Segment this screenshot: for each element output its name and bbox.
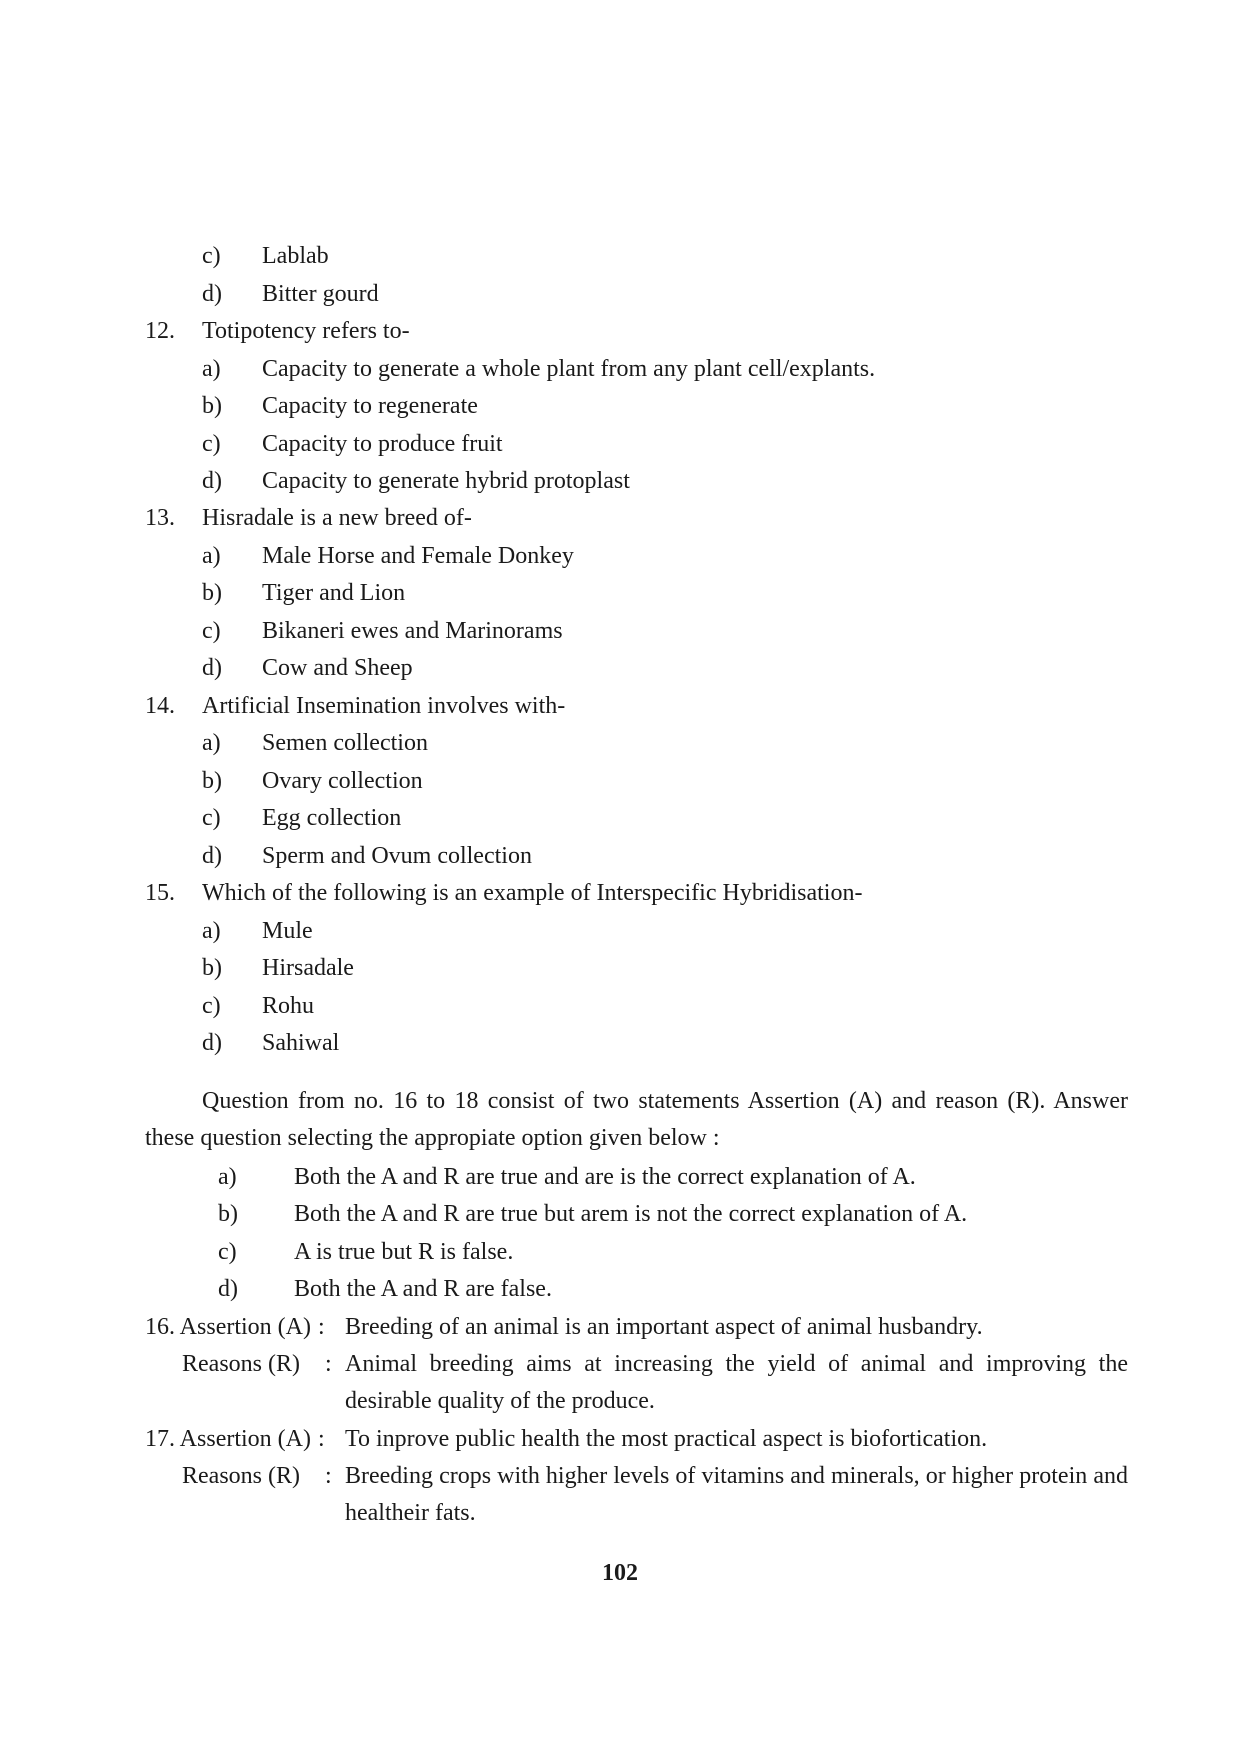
option-text: Capacity to generate a whole plant from any plant cell/explants. — [262, 356, 876, 382]
option-marker: a) — [202, 918, 221, 944]
option-text: Capacity to regenerate — [262, 393, 478, 419]
option-marker: a) — [218, 1164, 237, 1190]
option-text: Capacity to generate hybrid protoplast — [262, 468, 630, 494]
page-number: 102 — [602, 1560, 638, 1586]
option-marker: c) — [202, 993, 221, 1019]
option-text: Male Horse and Female Donkey — [262, 543, 574, 569]
option-text: Mule — [262, 918, 313, 944]
option-marker: b) — [202, 768, 222, 794]
option-text: Both the A and R are true and are is the correct explanation of A. — [294, 1164, 916, 1190]
option-marker: c) — [202, 805, 221, 831]
colon-separator: : — [318, 1314, 325, 1340]
option-text: Cow and Sheep — [262, 655, 413, 681]
assertion-label: 17. Assertion (A) — [145, 1426, 311, 1452]
question-number: 12. — [145, 318, 175, 344]
option-marker: a) — [202, 356, 221, 382]
option-marker: b) — [202, 393, 222, 419]
reason-label: Reasons (R) — [182, 1463, 300, 1489]
reason-label: Reasons (R) — [182, 1351, 300, 1377]
option-text: Both the A and R are true but arem is not the correct explanation of A. — [294, 1201, 968, 1227]
question-text: Totipotency refers to- — [202, 318, 410, 344]
option-text: Hirsadale — [262, 955, 354, 981]
option-text: Rohu — [262, 993, 315, 1019]
instruction-paragraph: Question from no. 16 to 18 consist of two statements Assertion (A) and reason (R). Answer these question selecting the appropiate option given below : — [145, 1088, 1128, 1151]
assertion-label: 16. Assertion (A) — [145, 1314, 311, 1340]
question-text: Hisradale is a new breed of- — [202, 505, 472, 531]
colon-separator: : — [325, 1463, 332, 1489]
option-text: Ovary collection — [262, 768, 423, 794]
option-text: Tiger and Lion — [262, 580, 406, 606]
option-text: Capacity to produce fruit — [262, 431, 503, 457]
reason-text: Breeding crops with higher levels of vitamins and minerals, or higher protein and healtheir fats. — [345, 1463, 1128, 1526]
assertion-text: Breeding of an animal is an important aspect of animal husbandry. — [345, 1314, 983, 1340]
option-marker: c) — [202, 431, 221, 457]
option-text: Bitter gourd — [262, 281, 379, 307]
option-marker: d) — [202, 655, 222, 681]
question-text: Artificial Insemination involves with- — [202, 693, 566, 719]
option-marker: c) — [218, 1239, 237, 1265]
option-marker: a) — [202, 543, 221, 569]
option-text: Egg collection — [262, 805, 402, 831]
option-text: Sperm and Ovum collection — [262, 843, 532, 869]
option-text: A is true but R is false. — [294, 1239, 514, 1265]
option-text: Semen collection — [262, 730, 428, 756]
option-text: Sahiwal — [262, 1030, 340, 1056]
option-marker: c) — [202, 243, 221, 269]
option-marker: d) — [202, 843, 222, 869]
option-marker: b) — [202, 955, 222, 981]
option-marker: a) — [202, 730, 221, 756]
option-marker: d) — [218, 1276, 238, 1302]
colon-separator: : — [325, 1351, 332, 1377]
option-text: Bikaneri ewes and Marinorams — [262, 618, 563, 644]
option-marker: d) — [202, 468, 222, 494]
option-marker: b) — [202, 580, 222, 606]
option-marker: d) — [202, 281, 222, 307]
question-text: Which of the following is an example of Interspecific Hybridisation- — [202, 880, 863, 906]
reason-text: Animal breeding aims at increasing the yield of animal and improving the desirable quality of the produce. — [345, 1351, 1128, 1414]
option-marker: b) — [218, 1201, 238, 1227]
question-number: 14. — [145, 693, 175, 719]
question-number: 15. — [145, 880, 175, 906]
colon-separator: : — [318, 1426, 325, 1452]
option-marker: d) — [202, 1030, 222, 1056]
assertion-text: To inprove public health the most practical aspect is biofortication. — [345, 1426, 988, 1452]
question-number: 13. — [145, 505, 175, 531]
option-marker: c) — [202, 618, 221, 644]
option-text: Lablab — [262, 243, 329, 269]
option-text: Both the A and R are false. — [294, 1276, 552, 1302]
